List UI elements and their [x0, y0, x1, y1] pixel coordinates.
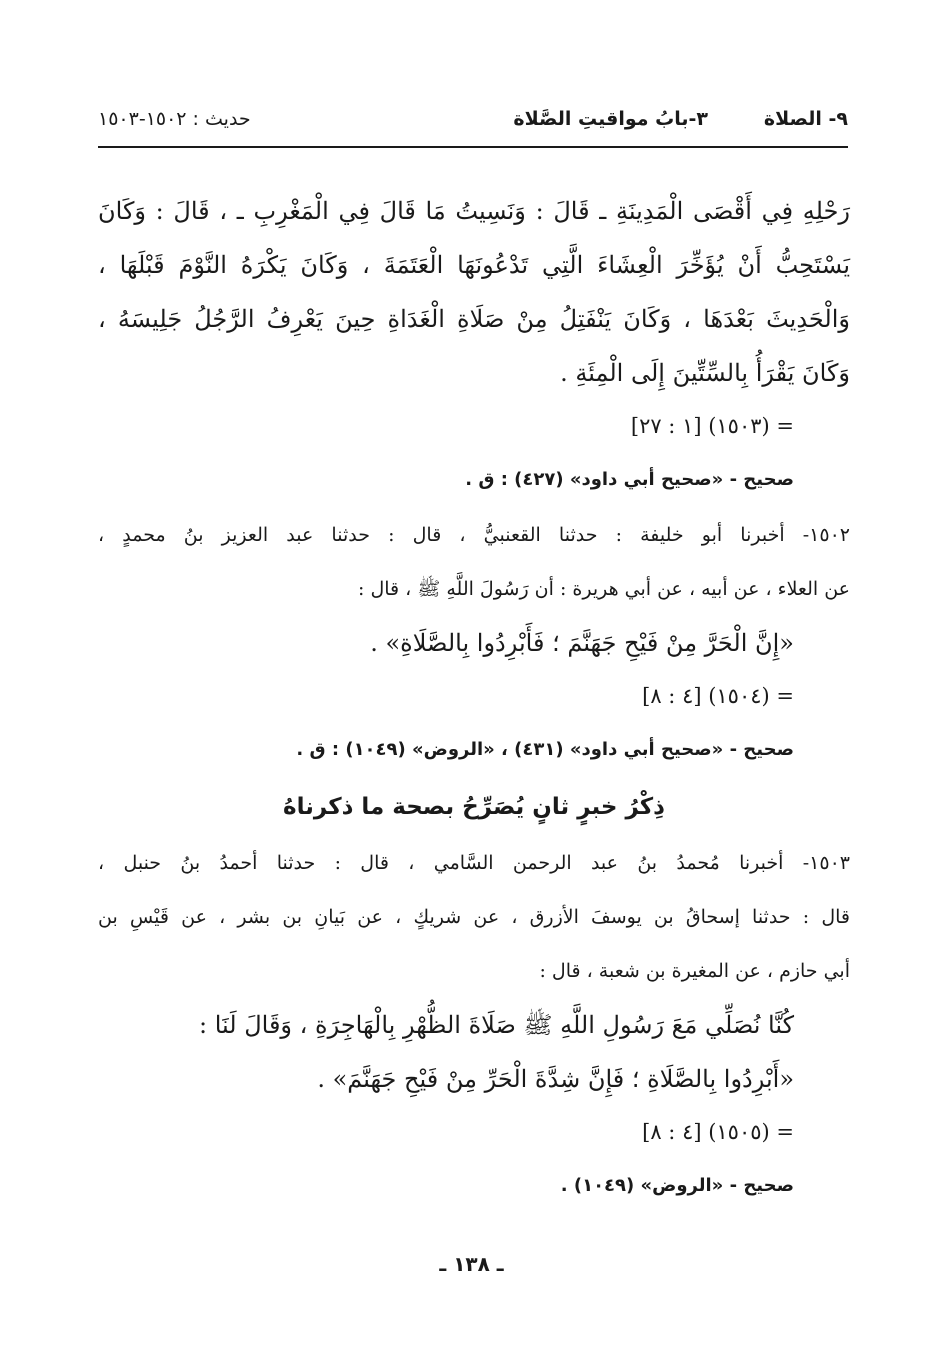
- isnad-line: عن العلاء ، عن أبيه ، عن أبي هريرة : أن رَسُولَ اللَّهِ ﷺ ، قال :: [358, 578, 850, 600]
- page-number: ـ ١٣٨ ـ: [439, 1252, 504, 1276]
- header-divider: [98, 146, 848, 148]
- hadith-grade: صحيح - «الروض» (١٠٤٩) .: [560, 1175, 794, 1196]
- matn-line: كُنَّا نُصَلِّي مَعَ رَسُولِ اللَّهِ ﷺ صَلَاةَ الظُّهْرِ بِالْهَاجِرَةِ ، وَقَالَ لَنَا :: [198, 1011, 794, 1039]
- isnad-line: ١٥٠٣- أخبرنا مُحمدُ بنُ عبد الرحمن السَّامي ، قال : حدثنا أحمدُ بنُ حنبل ،: [98, 852, 850, 874]
- cross-reference: = (١٥٠٥) [٤ : ٨]: [642, 1120, 794, 1144]
- isnad-line: ١٥٠٢- أخبرنا أبو خليفة : حدثنا القعنبيُّ ، قال : حدثنا عبد العزيز بنُ محمدٍ ،: [98, 524, 850, 546]
- isnad-line: أبي حازم ، عن المغيرة بن شعبة ، قال :: [539, 960, 850, 982]
- hadith-grade: صحيح - «صحيح أبي داود» (٤٣١) ، «الروض» (١٠٤٩) : ق .: [296, 739, 794, 760]
- chapter-title: ٩- الصلاة: [763, 108, 848, 130]
- passage-line: يَسْتَحِبُّ أَنْ يُؤَخِّرَ الْعِشَاءَ الَّتِي تَدْعُونَهَا الْعَتَمَةَ ، وَكَانَ يَكْرَهُ النَّوْمَ قَبْلَهَا ،: [98, 251, 850, 279]
- hadith-range: حديث : ١٥٠٢-١٥٠٣: [98, 108, 251, 130]
- matn-line: «أَبْرِدُوا بِالصَّلَاةِ ؛ فَإِنَّ شِدَّةَ الْحَرِّ مِنْ فَيْحِ جَهَنَّمَ» .: [317, 1065, 794, 1093]
- section-heading: ذِكْرُ خبرٍ ثانٍ يُصَرِّحُ بصحة ما ذكرناهُ: [283, 794, 665, 820]
- passage-line: وَالْحَدِيثَ بَعْدَهَا ، وَكَانَ يَنْفَتِلُ مِنْ صَلَاةِ الْغَدَاةِ حِينَ يَعْرِفُ الرَّجُلُ جَلِيسَهُ ،: [98, 305, 850, 333]
- section-title: ٣-بابُ مواقيتِ الصَّلاة: [513, 108, 708, 130]
- isnad-line: قال : حدثنا إسحاقُ بن يوسفَ الأزرق ، عن شريكٍ ، عن بَيانِ بن بشر ، عن قَيْسِ بن: [98, 906, 850, 928]
- cross-reference: = (١٥٠٣) [١ : ٢٧]: [630, 414, 794, 438]
- hadith-grade: صحيح - «صحيح أبي داود» (٤٢٧) : ق .: [465, 469, 794, 490]
- page-body: [98, 184, 850, 1214]
- cross-reference: = (١٥٠٤) [٤ : ٨]: [642, 684, 794, 708]
- matn-line: «إِنَّ الْحَرَّ مِنْ فَيْحِ جَهَنَّمَ ؛ فَأَبْرِدُوا بِالصَّلَاةِ» .: [370, 629, 794, 657]
- running-header: [98, 108, 848, 140]
- passage-line: وَكَانَ يَقْرَأُ بِالسِّتِّينَ إِلَى الْمِئَةِ .: [560, 359, 850, 387]
- passage-line: رَحْلِهِ فِي أَقْصَى الْمَدِينَةِ ـ قَالَ : وَنَسِيتُ مَا قَالَ فِي الْمَغْرِبِ ـ ، قَالَ : وَكَانَ: [98, 197, 850, 225]
